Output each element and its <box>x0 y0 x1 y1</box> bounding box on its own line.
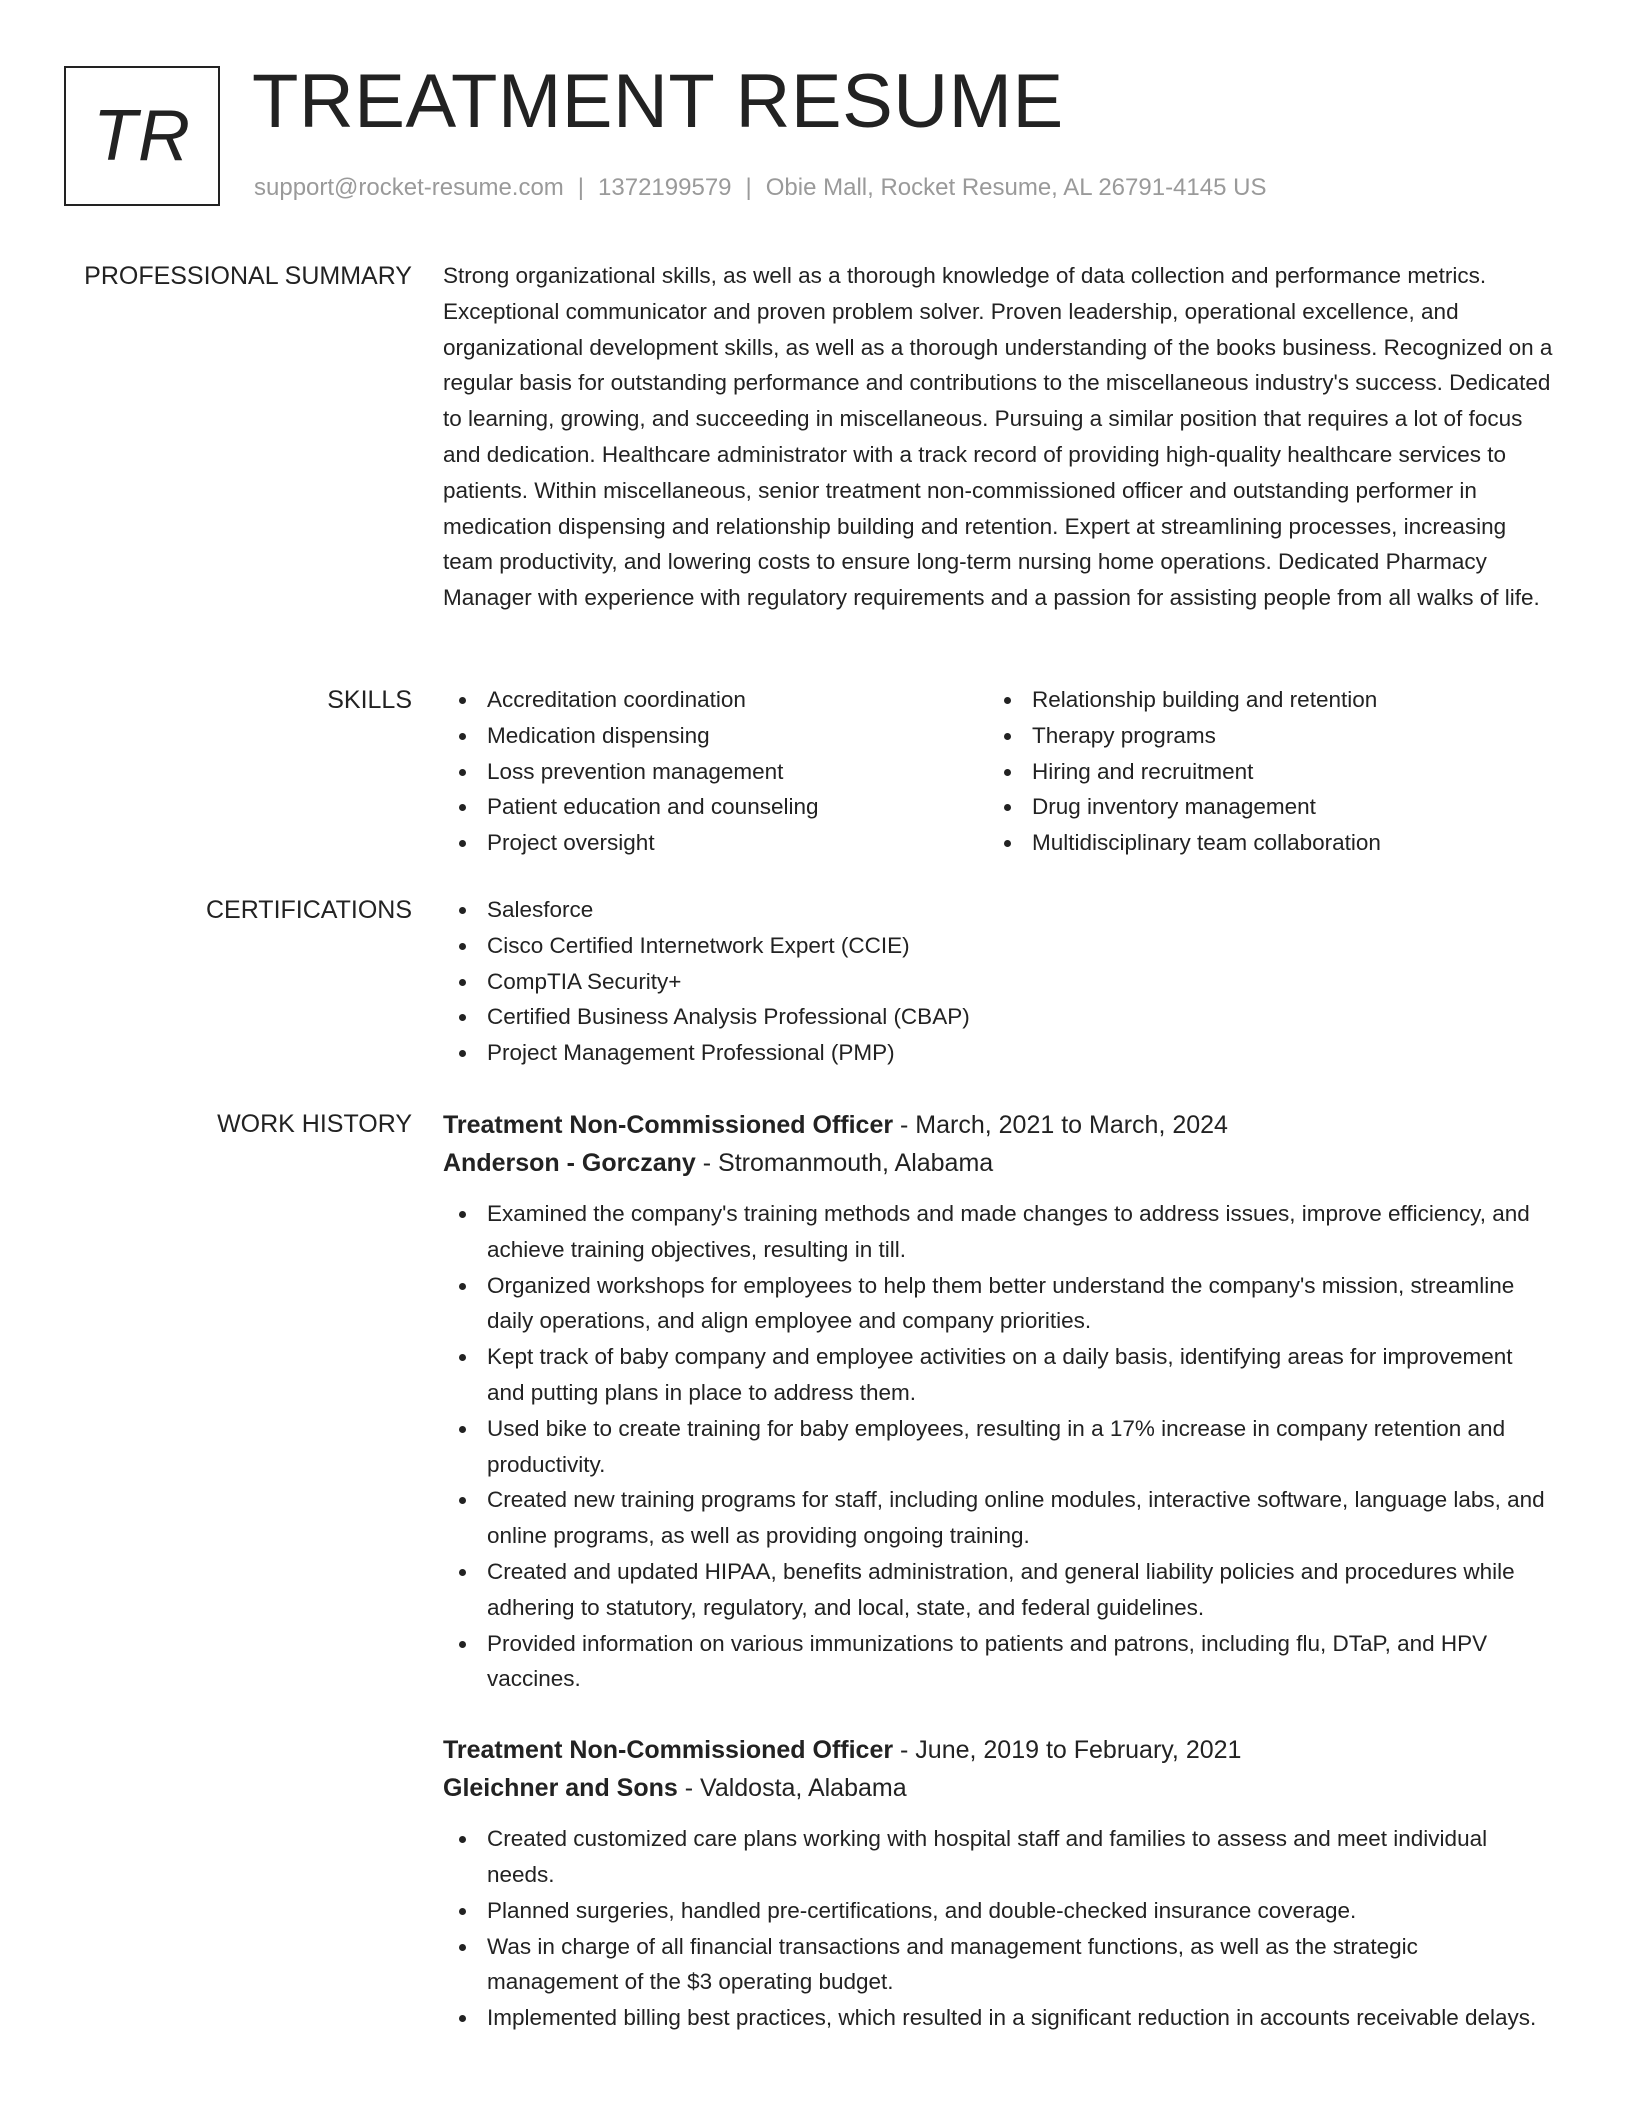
skill-item: Relationship building and retention <box>988 682 1533 718</box>
job-entry <box>443 1106 1555 1697</box>
monogram-logo <box>64 66 220 206</box>
job-company-line <box>443 1144 1555 1182</box>
certification-item: CompTIA Security+ <box>443 964 1555 1000</box>
contact-email: support@rocket-resume.com <box>254 174 564 201</box>
section-label-certifications: CERTIFICATIONS <box>205 896 412 924</box>
section-label-summary: PROFESSIONAL SUMMARY <box>84 262 412 290</box>
certifications-list <box>443 892 1555 1071</box>
job-title-line <box>443 1731 1555 1769</box>
job-duty-item: Created new training programs for staff, including online modules, interactive software, language labs, and online programs, as well as providing ongoing training. <box>443 1482 1555 1554</box>
job-dates: - June, 2019 to February, 2021 <box>893 1736 1242 1765</box>
job-duty-item: Used bike to create training for baby employees, resulting in a 17% increase in company retention and productivity. <box>443 1411 1555 1483</box>
section-label-work-history: WORK HISTORY <box>217 1110 412 1138</box>
job-duties-list <box>443 1196 1555 1697</box>
skills-body <box>443 682 1555 861</box>
job-duty-item: Created and updated HIPAA, benefits administration, and general liability policies and procedures while adhering to statutory, regulatory, and local, state, and federal guidelines. <box>443 1554 1555 1626</box>
summary-body <box>443 258 1555 616</box>
job-company: Anderson - Gorczany <box>443 1149 696 1177</box>
skill-item: Project oversight <box>443 825 988 861</box>
certification-item: Cisco Certified Internetwork Expert (CCIE) <box>443 928 1555 964</box>
skills-list-right <box>988 682 1533 861</box>
section-label-skills: SKILLS <box>327 686 412 714</box>
job-duty-item: Kept track of baby company and employee activities on a daily basis, identifying areas for improvement and putting plans in place to address them. <box>443 1339 1555 1411</box>
job-company: Gleichner and Sons <box>443 1774 678 1803</box>
skills-columns <box>443 682 1555 861</box>
job-dates: - March, 2021 to March, 2024 <box>893 1111 1228 1139</box>
skills-list-left <box>443 682 988 861</box>
skill-item: Hiring and recruitment <box>988 754 1533 790</box>
contact-separator: | <box>577 174 585 201</box>
skill-item: Medication dispensing <box>443 718 988 754</box>
contact-line <box>254 174 1266 202</box>
job-duty-item: Was in charge of all financial transactions and management functions, as well as the strategic management of the $3 operating budget. <box>443 1929 1555 2001</box>
skill-item: Patient education and counseling <box>443 789 988 825</box>
contact-address: Obie Mall, Rocket Resume, AL 26791-4145 US <box>765 174 1267 201</box>
job-duty-item: Implemented billing best practices, which resulted in a significant reduction in accounts receivable delays. <box>443 2000 1555 2036</box>
summary-text: Strong organizational skills, as well as a thorough knowledge of data collection and performance metrics. Exceptional communicator and proven problem solver. Proven leadership, operational excellence, and organizational development skills, as well as a thorough understanding of the books business. Recognized on a regular basis for outstanding performance and contributions to the miscellaneous industry's success. Dedicated to learning, growing, and succeeding in miscellaneous. Pursuing a similar position that requires a lot of focus and dedication. Healthcare administrator with a track record of providing high-quality healthcare services to patients. Within miscellaneous, senior treatment non-commissioned officer and outstanding performer in medication dispensing and relationship building and retention. Expert at streamlining processes, increasing team productivity, and lowering costs to ensure long-term nursing home operations. Dedicated Pharmacy Manager with experience with regulatory requirements and a passion for assisting people from all walks of life. <box>443 263 1553 611</box>
job-duties-list <box>443 1821 1555 2036</box>
skill-item: Drug inventory management <box>988 789 1533 825</box>
job-duty-item: Provided information on various immunizations to patients and patrons, including flu, DTaP, and HPV vaccines. <box>443 1626 1555 1698</box>
contact-phone: 1372199579 <box>598 174 732 201</box>
job-duty-item: Organized workshops for employees to help them better understand the company's mission, streamline daily operations, and align employee and company priorities. <box>443 1268 1555 1340</box>
resume-name: TREATMENT RESUME <box>252 59 1064 144</box>
job-title: Treatment Non-Commissioned Officer <box>443 1736 894 1765</box>
certifications-body <box>443 892 1555 1071</box>
contact-separator: | <box>745 174 752 201</box>
certification-item: Project Management Professional (PMP) <box>443 1035 1555 1071</box>
work-history-body <box>443 1106 1555 2070</box>
job-title: Treatment Non-Commissioned Officer <box>443 1111 894 1139</box>
skill-item: Accreditation coordination <box>443 682 988 718</box>
certification-item: Salesforce <box>443 892 1555 928</box>
job-title-line <box>443 1106 1555 1144</box>
monogram-text: TR <box>93 96 191 176</box>
skill-item: Loss prevention management <box>443 754 988 790</box>
certification-item: Certified Business Analysis Professional (CBAP) <box>443 999 1555 1035</box>
job-duty-item: Created customized care plans working with hospital staff and families to assess and meet individual needs. <box>443 1821 1555 1893</box>
skill-item: Therapy programs <box>988 718 1533 754</box>
job-duty-item: Examined the company's training methods and made changes to address issues, improve efficiency, and achieve training objectives, resulting in till. <box>443 1196 1555 1268</box>
job-location: - Stromanmouth, Alabama <box>695 1149 994 1177</box>
job-location: - Valdosta, Alabama <box>677 1774 907 1803</box>
skill-item: Multidisciplinary team collaboration <box>988 825 1533 861</box>
job-company-line <box>443 1769 1555 1807</box>
job-entry <box>443 1731 1555 2036</box>
job-duty-item: Planned surgeries, handled pre-certifications, and double-checked insurance coverage. <box>443 1893 1555 1929</box>
